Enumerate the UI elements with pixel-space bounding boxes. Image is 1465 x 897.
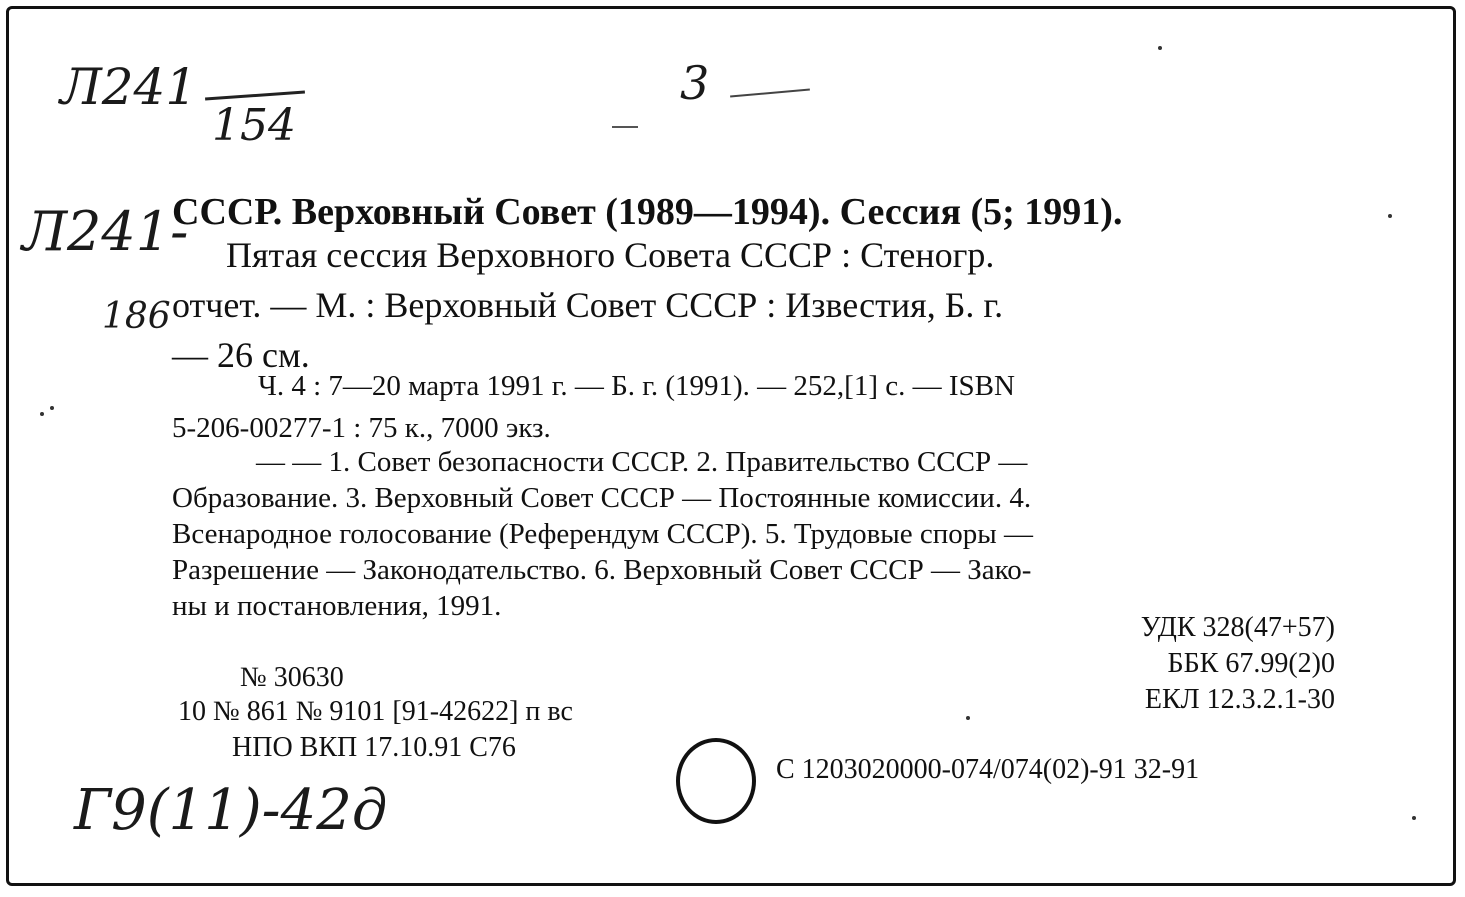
- circle-mark: [676, 738, 756, 824]
- subject-line: Разрешение — Законодательство. 6. Верховный Совет СССР — Зако-: [172, 554, 1032, 586]
- handwritten-side-number: 186: [102, 296, 171, 337]
- handwritten-shelf-code: Г9(11)-42д: [74, 778, 388, 843]
- scan-speck: [40, 412, 44, 416]
- entry-part-line-2: 5-206-00277-1 : 75 к., 7000 экз.: [172, 412, 551, 444]
- handwritten-fraction-number: 154: [212, 100, 296, 151]
- handwritten-dash-small: [612, 126, 638, 128]
- card-number: № 30630: [240, 662, 344, 693]
- handwritten-mark: 3: [680, 56, 710, 110]
- scan-speck: [1388, 214, 1392, 218]
- scan-speck: [50, 406, 54, 410]
- entry-title-line-2: отчет. — М. : Верховный Совет СССР : Известия, Б. г.: [172, 285, 1004, 325]
- subject-line: — — 1. Совет безопасности СССР. 2. Правительство СССР —: [256, 446, 1028, 478]
- handwritten-call-number: Л241: [60, 58, 198, 116]
- scan-speck: [966, 716, 970, 720]
- imprint-line: 10 № 861 № 9101 [91-42622] п вс: [178, 696, 573, 727]
- handwritten-side-code: Л241-: [22, 200, 189, 263]
- scan-speck: [1158, 46, 1162, 50]
- classification-code-line: С 1203020000-074/074(02)-91 32-91: [776, 754, 1200, 785]
- ekl-code: ЕКЛ 12.3.2.1-30: [1144, 684, 1335, 715]
- subject-line: Образование. 3. Верховный Совет СССР — Постоянные комиссии. 4.: [172, 482, 1032, 514]
- subject-line: ны и постановления, 1991.: [172, 590, 502, 622]
- entry-title-line-3: — 26 см.: [172, 335, 310, 375]
- bbk-code: ББК 67.99(2)0: [1167, 648, 1335, 679]
- scan-speck: [1412, 816, 1416, 820]
- udk-code: УДК 328(47+57): [1140, 612, 1335, 643]
- entry-title-line-1: Пятая сессия Верховного Совета СССР : Стеногр.: [226, 235, 995, 275]
- entry-heading: СССР. Верховный Совет (1989—1994). Сессия (5; 1991).: [172, 191, 1123, 233]
- subject-line: Всенародное голосование (Референдум СССР). 5. Трудовые споры —: [172, 518, 1033, 550]
- printer-line: НПО ВКП 17.10.91 С76: [232, 732, 516, 763]
- entry-part-line-1: Ч. 4 : 7—20 марта 1991 г. — Б. г. (1991). — 252,[1] с. — ISBN: [258, 370, 1015, 402]
